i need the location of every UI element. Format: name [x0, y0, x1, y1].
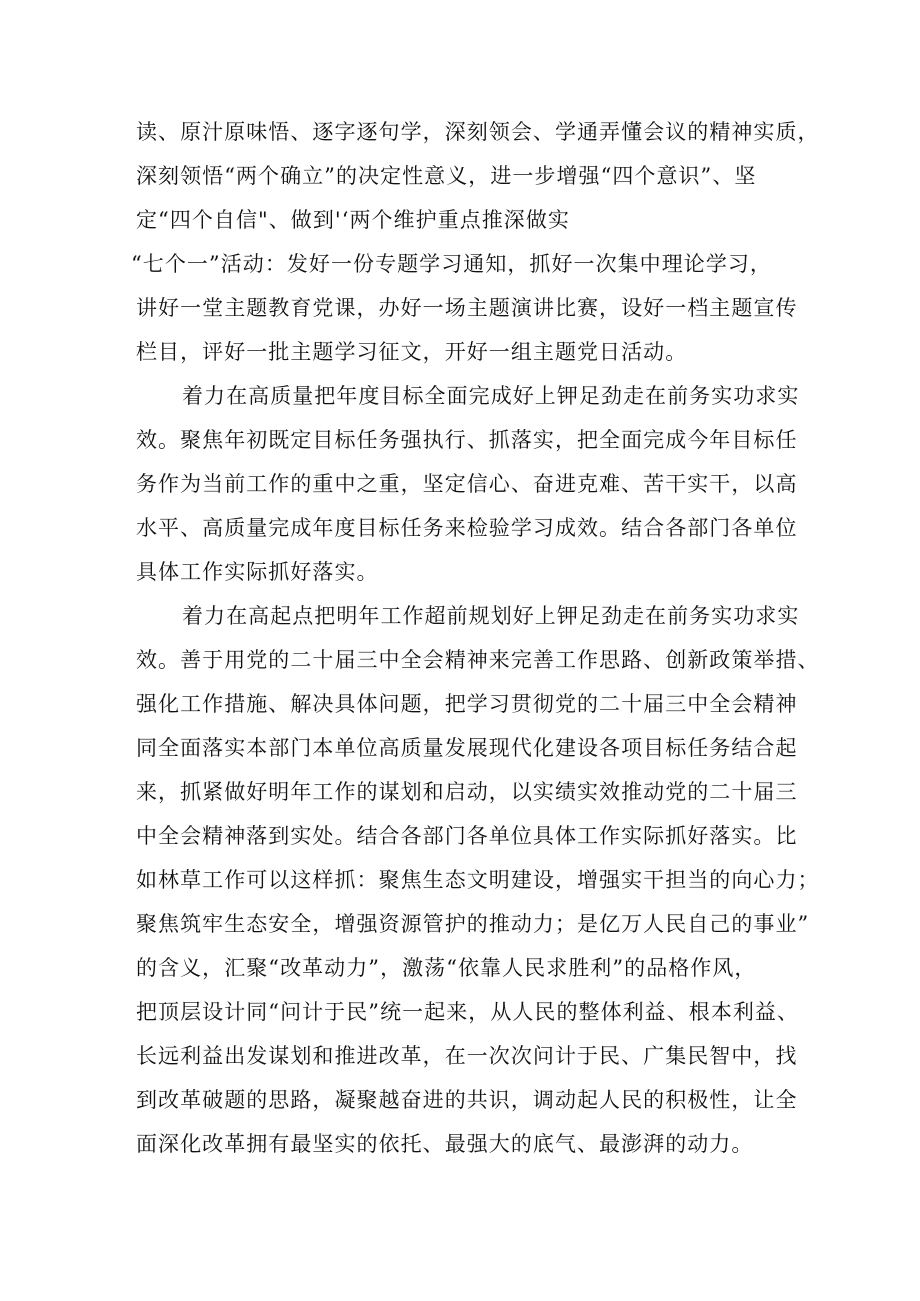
text-line: 长远利益出发谋划和推进改革，在一次次问计于民、广集民智中，找: [136, 1044, 798, 1068]
text-line: 具体工作实际抓好落实。: [136, 560, 379, 584]
text-line: “七个一”活动：发好一份专题学习通知，抓好一次集中理论学习，: [131, 252, 772, 276]
text-line: 把顶层设计同“问计于民”统一起来，从人民的整体利益、根本利益、: [136, 1000, 800, 1024]
text-line: 定“四个自信"、做到'‘两个维护重点推深做实: [136, 208, 570, 232]
text-line: 的含义，汇聚“改革动力”，激荡“依靠人民求胜利”的品格作风，: [136, 956, 757, 980]
paragraph-first-line: 着力在高质量把年度目标全面完成好上钾足劲走在前务实功求实: [182, 384, 800, 408]
text-line: 中全会精神落到实处。结合各部门各单位具体工作实际抓好落实。比: [136, 824, 798, 848]
text-line: 同全面落实本部门本单位高质量发展现代化建设各项目标任务结合起: [136, 736, 798, 760]
text-line: 效。善于用党的二十届三中全会精神来完善工作思路、创新政策举措、: [136, 648, 820, 672]
text-line: 务作为当前工作的重中之重，坚定信心、奋进克难、苦干实干，以高: [136, 472, 798, 496]
text-line: 效。聚焦年初既定目标任务强执行、抓落实，把全面完成今年目标任: [136, 428, 798, 452]
text-line: 讲好一堂主题教育党课，办好一场主题演讲比赛，设好一档主题宣传: [136, 296, 798, 320]
text-line: 读、原汁原味悟、逐字逐句学，深刻领会、学通弄懂会议的精神实质，: [136, 120, 820, 144]
text-line: 水平、高质量完成年度目标任务来检验学习成效。结合各部门各单位: [136, 516, 798, 540]
text-line: 强化工作措施、解决具体问题，把学习贯彻党的二十届三中全会精神: [136, 692, 798, 716]
text-line: 栏目，评好一批主题学习征文，开好一组主题党日活动。: [136, 340, 688, 364]
text-line: 到改革破题的思路，凝聚越奋进的共识，调动起人民的积极性，让全: [136, 1088, 798, 1112]
text-line: 聚焦筑牢生态安全，增强资源管护的推动力；是亿万人民自己的事业”: [136, 912, 810, 936]
paragraph-first-line: 着力在高起点把明年工作超前规划好上钾足劲走在前务实功求实: [182, 604, 800, 628]
text-line: 面深化改革拥有最坚实的依托、最强大的底气、最澎湃的动力。: [136, 1132, 754, 1156]
text-line: 深刻领悟“两个确立”的决定性意义，进一步增强“四个意识”、坚: [136, 164, 757, 188]
text-line: 如林草工作可以这样抓：聚焦生态文明建设，增强实干担当的向心力；: [136, 868, 820, 892]
text-line: 来，抓紧做好明年工作的谋划和启动，以实绩实效推动党的二十届三: [136, 780, 798, 804]
